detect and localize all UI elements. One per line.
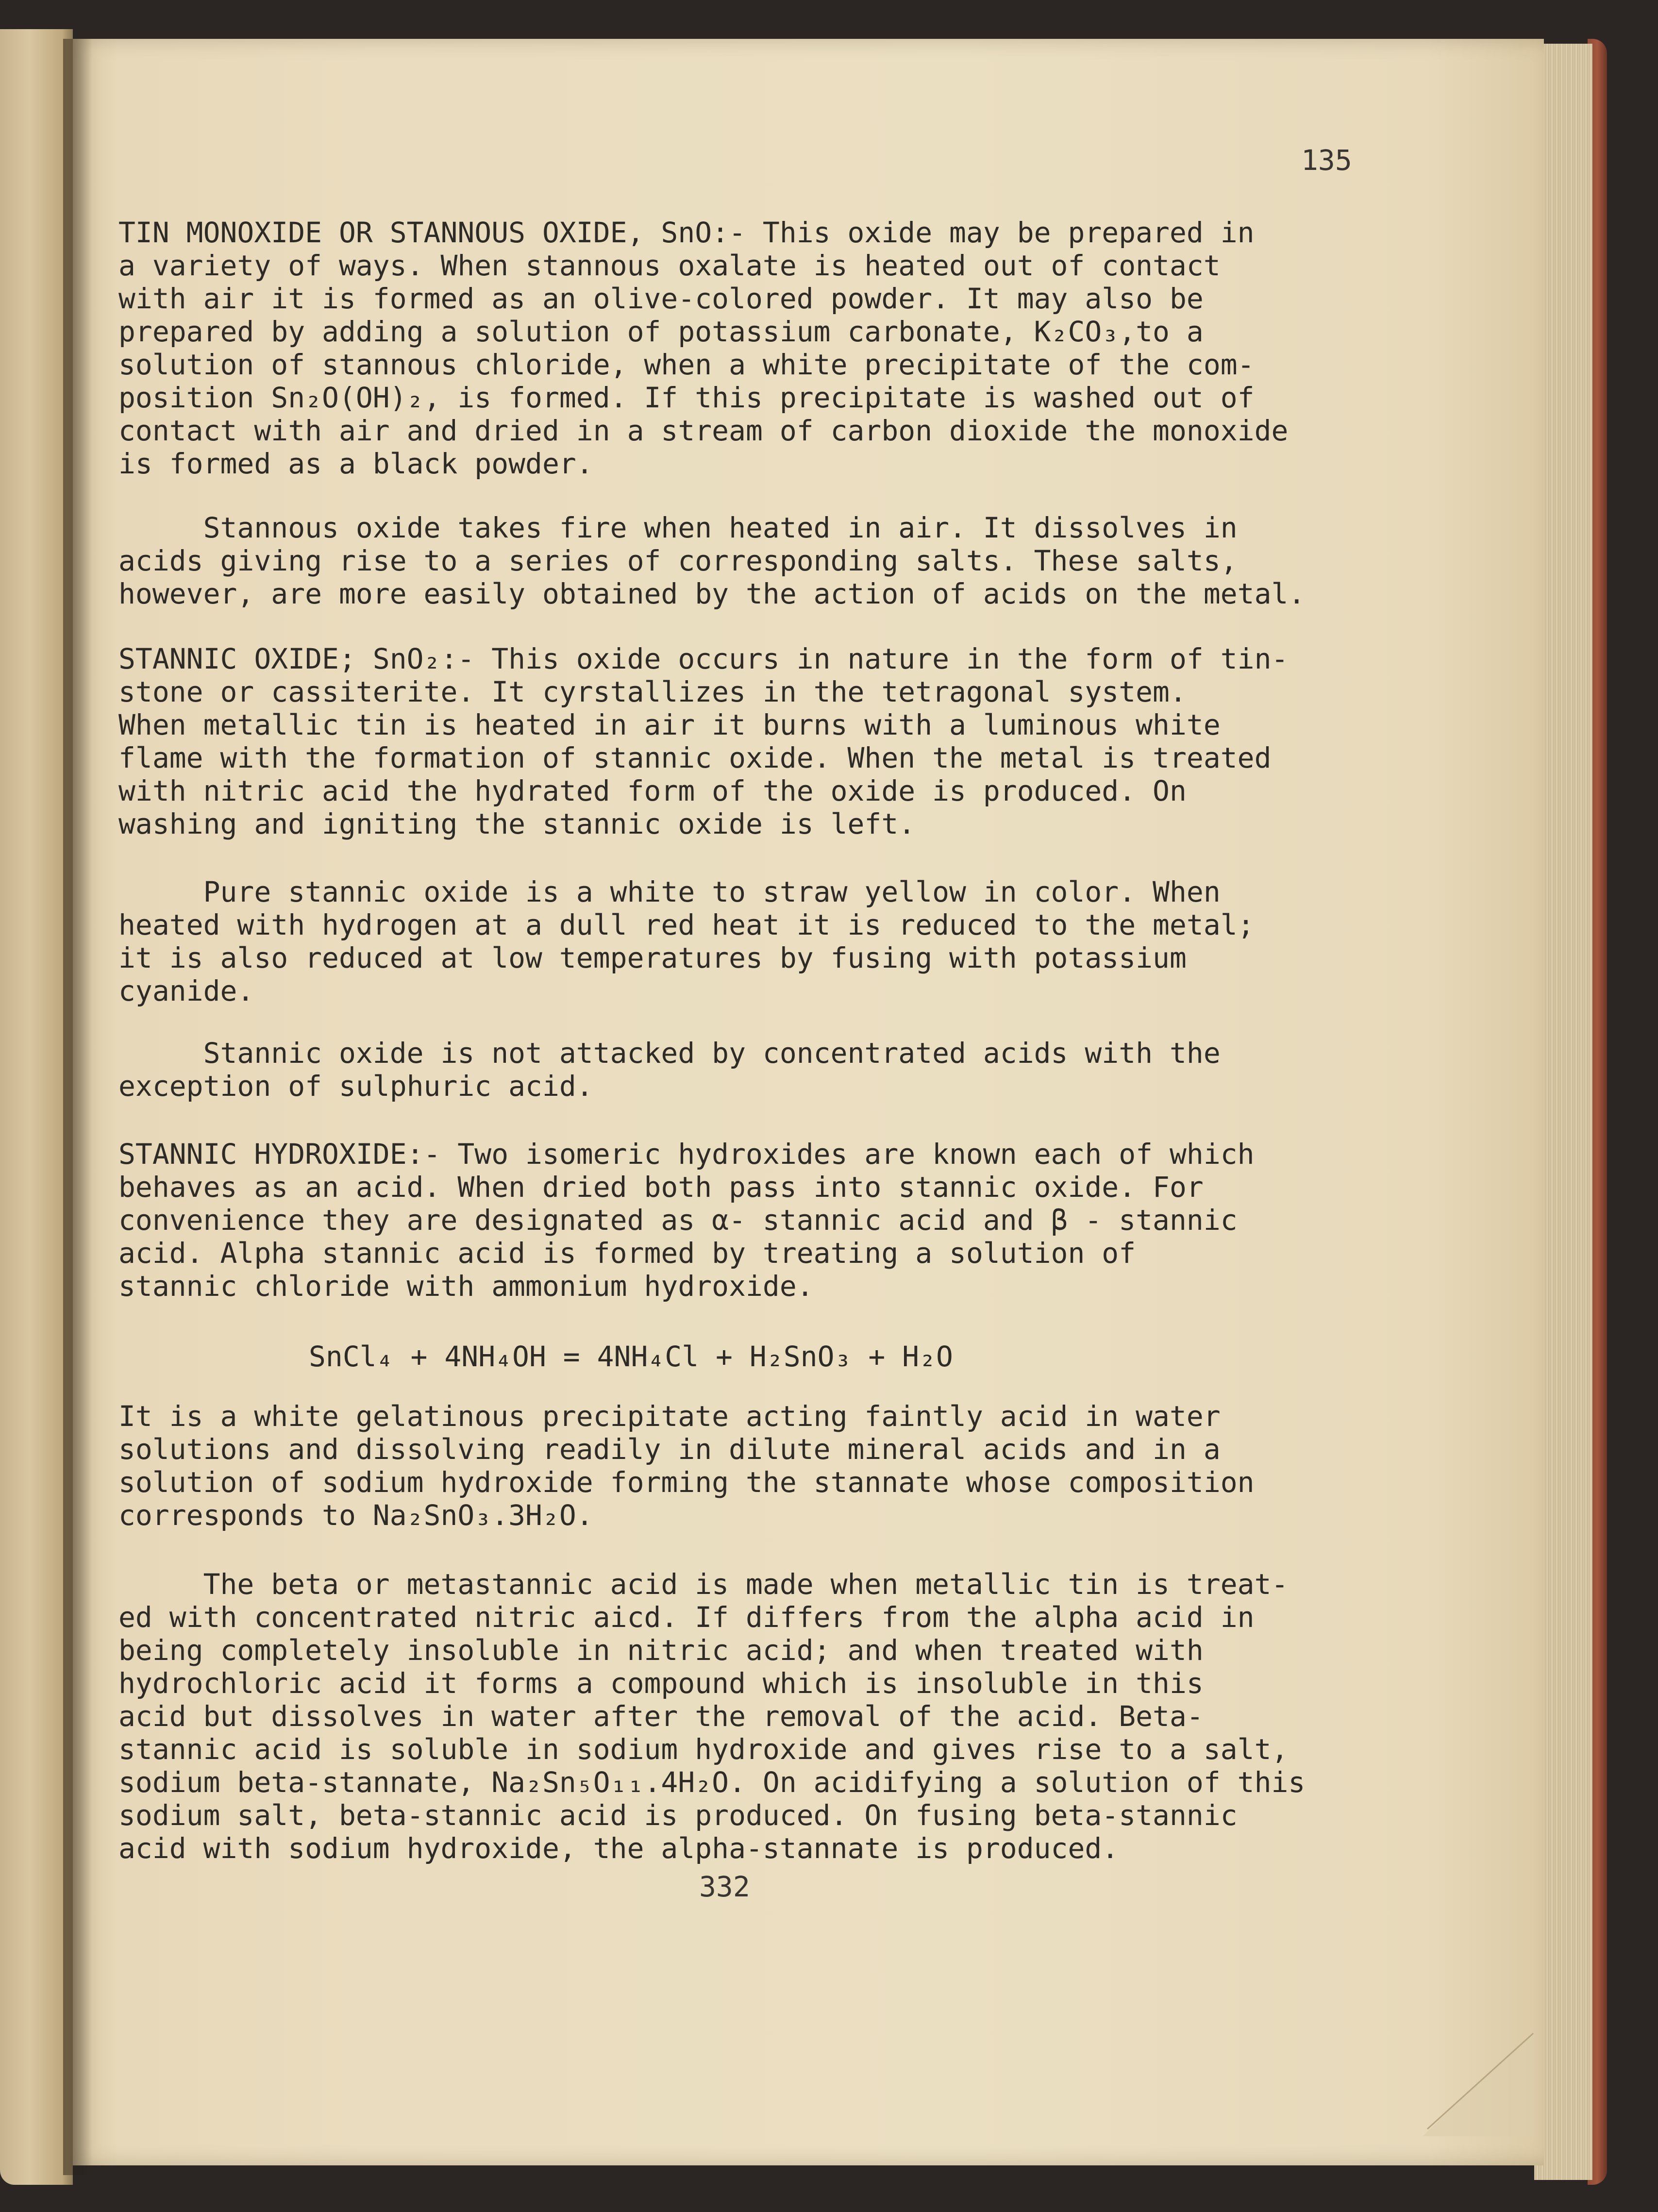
text-line: acid with sodium hydroxide, the alpha-stannate is produced. — [118, 1832, 1119, 1865]
text-line: stannic chloride with ammonium hydroxide. — [118, 1270, 814, 1303]
text-line: a variety of ways. When stannous oxalate is heated out of contact — [118, 249, 1221, 282]
text-line: When metallic tin is heated in air it burns with a luminous white — [118, 708, 1221, 741]
text-line: Stannous oxide takes fire when heated in air. It dissolves in — [118, 511, 1238, 544]
text-line: being completely insoluble in nitric acid; and when treated with — [118, 1634, 1204, 1667]
text-line: behaves as an acid. When dried both pass into stannic oxide. For — [118, 1171, 1204, 1204]
text-line: TIN MONOXIDE OR STANNOUS OXIDE, SnO:- This oxide may be prepared in — [118, 216, 1255, 249]
text-line: stone or cassiterite. It cyrstallizes in the tetragonal system. — [118, 675, 1187, 708]
text-line: solution of stannous chloride, when a white precipitate of the com- — [118, 348, 1255, 381]
text-line: prepared by adding a solution of potassium carbonate, K₂CO₃,to a — [118, 315, 1204, 348]
text-line: It is a white gelatinous precipitate acting faintly acid in water — [118, 1400, 1221, 1433]
text-line: ed with concentrated nitric aicd. If differs from the alpha acid in — [118, 1601, 1255, 1634]
text-line: solutions and dissolving readily in dilute mineral acids and in a — [118, 1433, 1221, 1466]
text-line: heated with hydrogen at a dull red heat it is reduced to the metal; — [118, 908, 1255, 941]
text-line: corresponds to Na₂SnO₃.3H₂O. — [118, 1499, 593, 1532]
text-line: with air it is formed as an olive-colored powder. It may also be — [118, 282, 1204, 315]
text-line: STANNIC HYDROXIDE:- Two isomeric hydroxides are known each of which — [118, 1138, 1255, 1171]
text-line: sodium beta-stannate, Na₂Sn₅O₁₁.4H₂O. On acidifying a solution of this — [118, 1766, 1306, 1799]
text-line: sodium salt, beta-stannic acid is produced. On fusing beta-stannic — [118, 1799, 1238, 1832]
left-facing-page-edge — [0, 29, 73, 2185]
gutter-shadow — [63, 39, 92, 2175]
text-line: exception of sulphuric acid. — [118, 1070, 593, 1103]
text-line: STANNIC OXIDE; SnO₂:- This oxide occurs in nature in the form of tin- — [118, 642, 1289, 675]
text-line: convenience they are designated as α- stannic acid and β - stannic — [118, 1204, 1238, 1237]
text-line: it is also reduced at low temperatures by fusing with potassium — [118, 941, 1187, 974]
text-line: The beta or metastannic acid is made when metallic tin is treat- — [118, 1568, 1289, 1601]
page-corner-fold — [1418, 2029, 1534, 2136]
page-number-bottom: 332 — [699, 1870, 750, 1903]
chemical-equation: SnCl₄ + 4NH₄OH = 4NH₄Cl + H₂SnO₃ + H₂O — [309, 1340, 953, 1373]
text-line: however, are more easily obtained by the action of acids on the metal. — [118, 577, 1306, 610]
text-line: flame with the formation of stannic oxide. When the metal is treated — [118, 741, 1272, 774]
text-line: Pure stannic oxide is a white to straw yellow in color. When — [118, 875, 1221, 908]
text-line: cyanide. — [118, 974, 254, 1007]
text-line: Stannic oxide is not attacked by concentrated acids with the — [118, 1037, 1221, 1070]
text-line: with nitric acid the hydrated form of the oxide is produced. On — [118, 774, 1187, 807]
text-line: solution of sodium hydroxide forming the stannate whose composition — [118, 1466, 1255, 1499]
text-line: stannic acid is soluble in sodium hydroxide and gives rise to a salt, — [118, 1733, 1289, 1766]
text-line: contact with air and dried in a stream of carbon dioxide the monoxide — [118, 414, 1289, 447]
text-line: hydrochloric acid it forms a compound which is insoluble in this — [118, 1667, 1204, 1700]
page-number-top: 135 — [1301, 144, 1352, 177]
text-line: acids giving rise to a series of corresponding salts. These salts, — [118, 544, 1238, 577]
text-line: acid. Alpha stannic acid is formed by treating a solution of — [118, 1237, 1136, 1270]
text-line: washing and igniting the stannic oxide is left. — [118, 807, 916, 840]
text-line: acid but dissolves in water after the removal of the acid. Beta- — [118, 1700, 1204, 1733]
text-line: position Sn₂O(OH)₂, is formed. If this precipitate is washed out of — [118, 381, 1255, 414]
text-line: is formed as a black powder. — [118, 447, 593, 480]
